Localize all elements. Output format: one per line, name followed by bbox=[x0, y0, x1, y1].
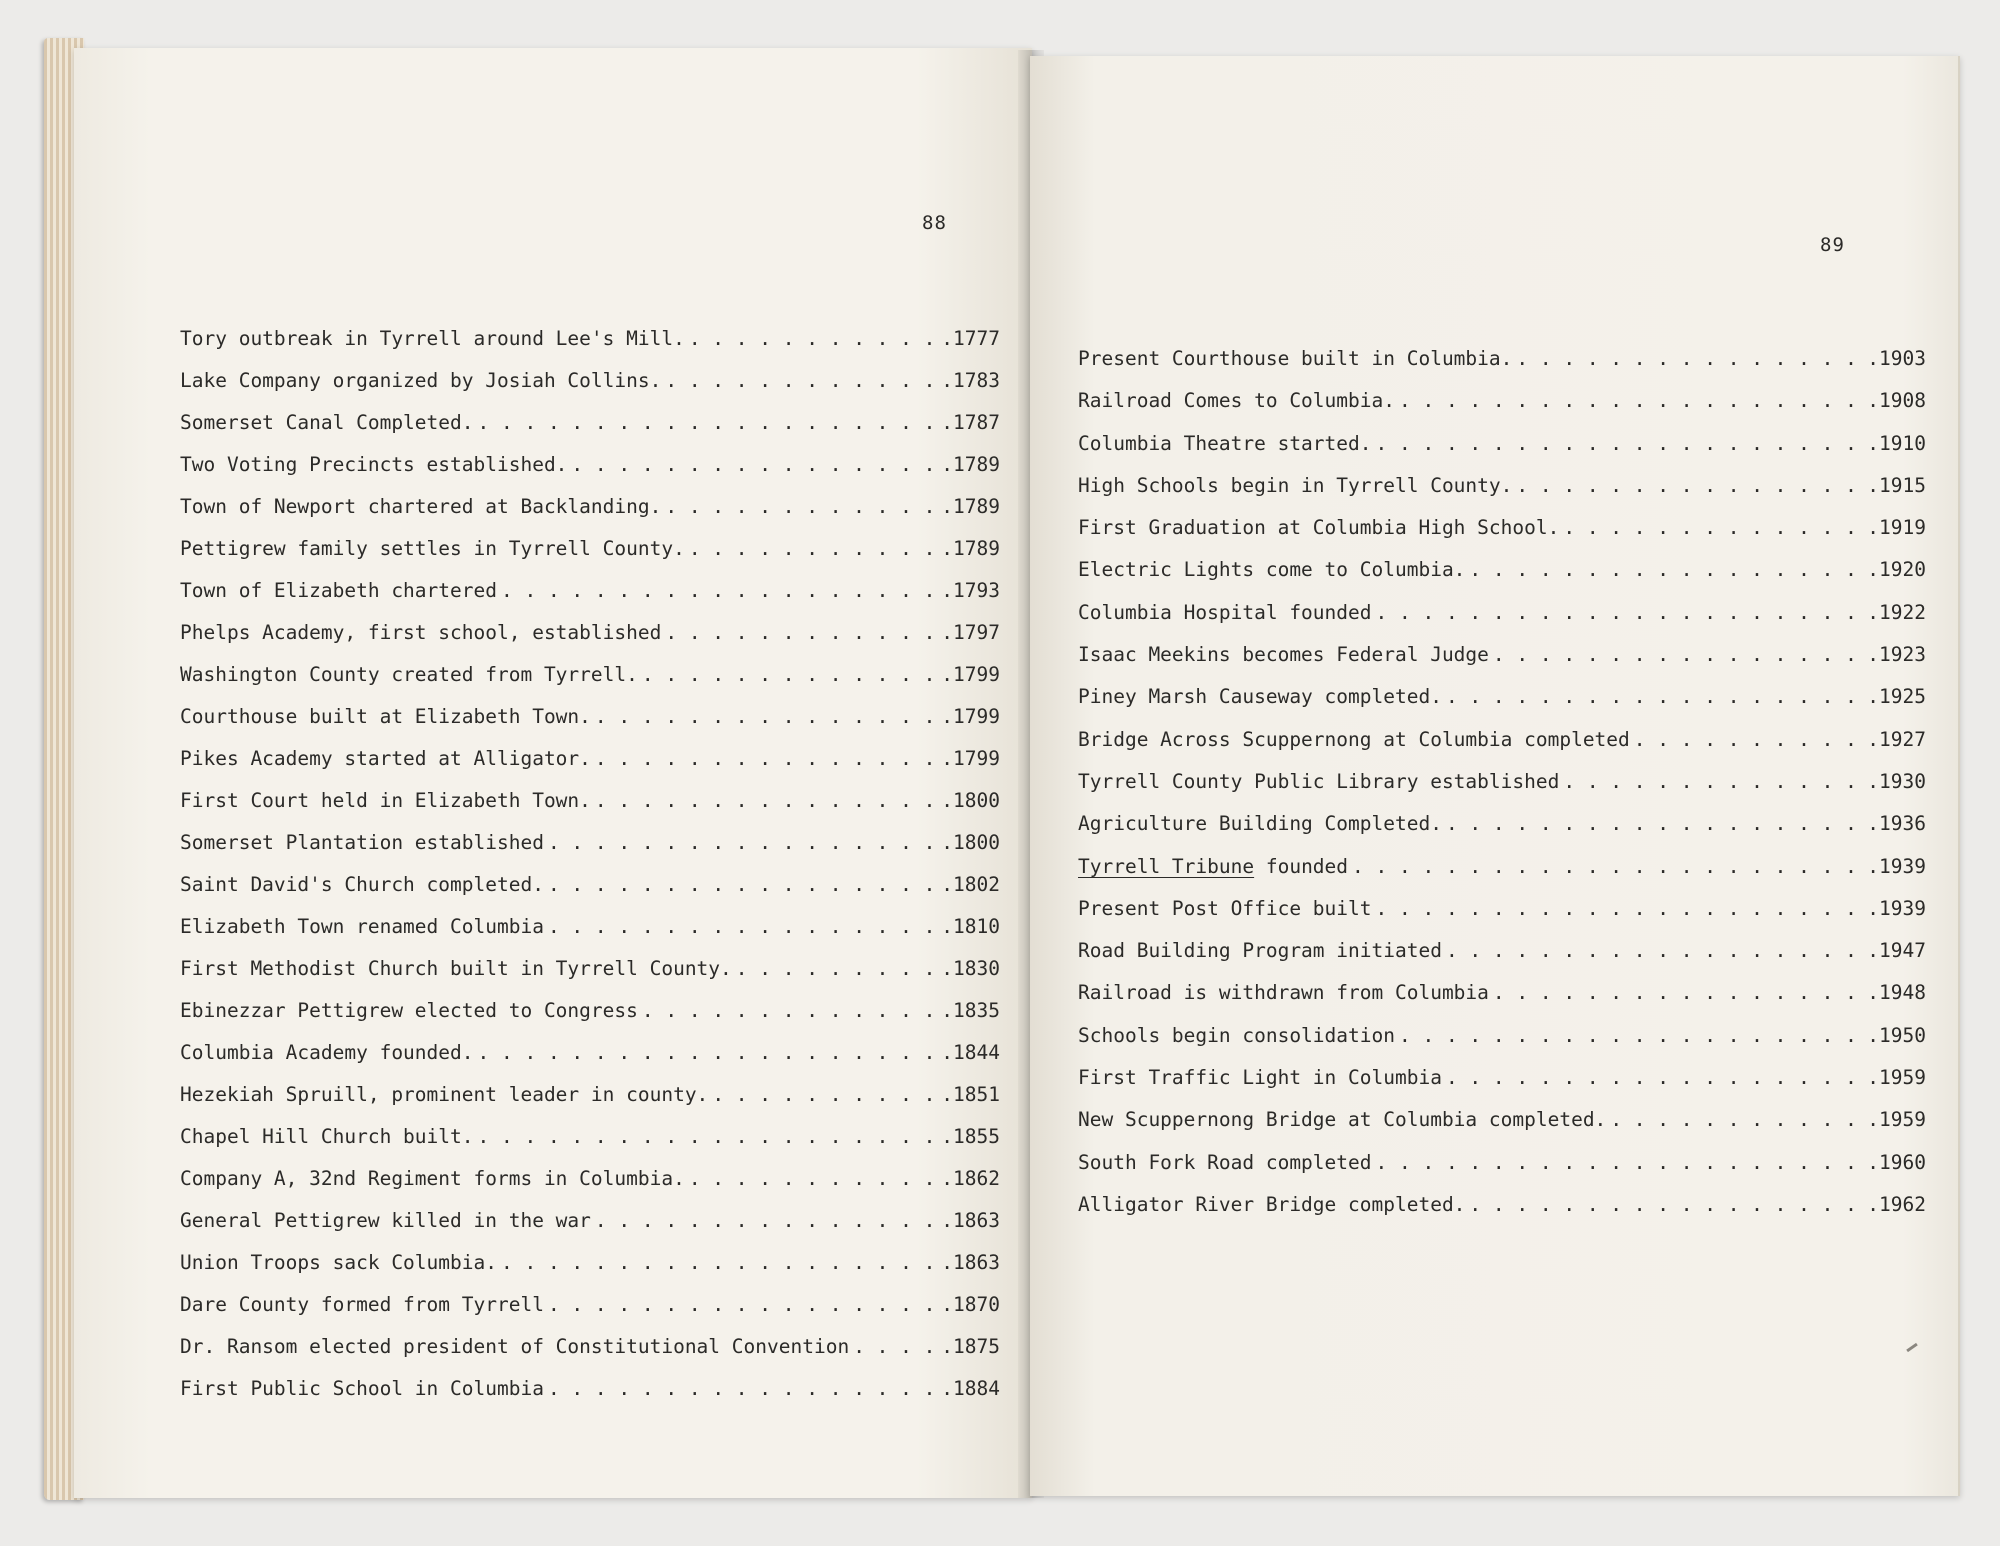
dot-leader bbox=[1446, 930, 1863, 972]
entry-event: Columbia Hospital founded bbox=[1078, 600, 1372, 624]
dot-leader bbox=[1376, 1142, 1864, 1184]
dot-leader bbox=[853, 1326, 937, 1368]
dot-leader bbox=[595, 780, 937, 822]
timeline-entry bbox=[1078, 761, 1926, 803]
entry-event: Saint David's Church completed. bbox=[180, 873, 544, 896]
timeline-entry bbox=[180, 906, 1000, 948]
dot-leader bbox=[548, 1284, 937, 1326]
entry-event: Tyrrell County Public Library established bbox=[1078, 769, 1560, 793]
entry-event: Courthouse built at Elizabeth Town. bbox=[180, 705, 591, 728]
dot-leader bbox=[1399, 380, 1863, 422]
entry-year: .1830 bbox=[941, 957, 1000, 980]
entry-event: Alligator River Bridge completed. bbox=[1078, 1192, 1466, 1216]
dot-leader bbox=[642, 654, 937, 696]
entry-event: Isaac Meekins becomes Federal Judge bbox=[1078, 643, 1489, 667]
entry-event: First Public School in Columbia bbox=[180, 1377, 544, 1400]
entry-year: .1870 bbox=[941, 1293, 1000, 1316]
entry-year: .1925 bbox=[1867, 685, 1926, 709]
dot-leader bbox=[1469, 549, 1863, 591]
entry-event: Two Voting Precincts established. bbox=[180, 453, 568, 476]
timeline-entry bbox=[180, 528, 1000, 570]
left-page bbox=[74, 48, 1032, 1498]
entry-year: .1777 bbox=[941, 327, 1000, 350]
timeline-entry bbox=[1078, 930, 1926, 972]
dot-leader bbox=[665, 612, 937, 654]
timeline-entry bbox=[1078, 719, 1926, 761]
timeline-entry bbox=[1078, 634, 1926, 676]
entry-year: .1927 bbox=[1867, 727, 1926, 751]
timeline-entry bbox=[180, 444, 1000, 486]
dot-leader bbox=[1516, 338, 1863, 380]
entry-year: .1789 bbox=[941, 453, 1000, 476]
entry-event: Town of Elizabeth chartered bbox=[180, 579, 497, 602]
timeline-entry bbox=[1078, 1015, 1926, 1057]
entry-year: .1903 bbox=[1867, 347, 1926, 370]
entry-year: .1799 bbox=[941, 747, 1000, 770]
timeline-entry bbox=[180, 360, 1000, 402]
entry-year: .1960 bbox=[1867, 1150, 1926, 1174]
dot-leader bbox=[478, 402, 938, 444]
timeline-entry bbox=[1078, 592, 1926, 634]
dot-leader bbox=[1493, 972, 1863, 1014]
entry-event: Present Post Office built bbox=[1078, 896, 1372, 920]
entry-event: Phelps Academy, first school, established bbox=[180, 621, 662, 644]
entry-year: .1800 bbox=[941, 789, 1000, 812]
entry-event: Electric Lights come to Columbia. bbox=[1078, 558, 1466, 582]
timeline-entry bbox=[180, 738, 1000, 780]
dot-leader bbox=[689, 1158, 937, 1200]
dot-leader bbox=[501, 1242, 937, 1284]
entry-year: .1910 bbox=[1867, 431, 1926, 455]
entry-year: .1875 bbox=[941, 1335, 1000, 1358]
entry-year: .1923 bbox=[1867, 643, 1926, 667]
dot-leader bbox=[1399, 1015, 1863, 1057]
entry-event: Piney Marsh Causeway completed. bbox=[1078, 685, 1442, 709]
entry-event: Washington County created from Tyrrell. bbox=[180, 663, 638, 686]
entry-year: .1783 bbox=[941, 369, 1000, 392]
timeline-entry bbox=[180, 696, 1000, 738]
entry-year: .1851 bbox=[941, 1083, 1000, 1106]
timeline-entry bbox=[180, 1074, 1000, 1116]
entry-year: .1863 bbox=[941, 1251, 1000, 1274]
entry-year: .1799 bbox=[941, 663, 1000, 686]
dot-leader bbox=[571, 444, 937, 486]
timeline-list bbox=[180, 318, 1000, 1410]
dot-leader bbox=[1446, 1057, 1863, 1099]
dot-leader bbox=[1352, 846, 1863, 888]
entry-event: Schools begin consolidation bbox=[1078, 1023, 1395, 1047]
timeline-entry bbox=[180, 318, 1000, 360]
entry-year: .1939 bbox=[1867, 854, 1926, 878]
dot-leader bbox=[548, 864, 937, 906]
entry-year: .1855 bbox=[941, 1125, 1000, 1148]
entry-year: .1930 bbox=[1867, 769, 1926, 793]
entry-year: .1939 bbox=[1867, 896, 1926, 920]
timeline-entry bbox=[1078, 1057, 1926, 1099]
dot-leader bbox=[1516, 465, 1863, 507]
entry-event-title: Tyrrell Tribune bbox=[1078, 854, 1255, 878]
entry-year: .1863 bbox=[941, 1209, 1000, 1232]
entry-year: .1915 bbox=[1867, 473, 1926, 497]
entry-event: Railroad is withdrawn from Columbia bbox=[1078, 981, 1489, 1005]
entry-event: Lake Company organized by Josiah Collins. bbox=[180, 369, 662, 392]
timeline-entry bbox=[180, 1284, 1000, 1326]
timeline-entry bbox=[180, 990, 1000, 1032]
entry-event: Pikes Academy started at Alligator. bbox=[180, 747, 591, 770]
entry-year: .1922 bbox=[1867, 600, 1926, 624]
entry-year: .1936 bbox=[1867, 812, 1926, 836]
right-page bbox=[1030, 56, 1960, 1496]
timeline-entry bbox=[180, 612, 1000, 654]
entry-event: South Fork Road completed bbox=[1078, 1150, 1372, 1174]
dot-leader bbox=[712, 1074, 937, 1116]
entry-event: First Court held in Elizabeth Town. bbox=[180, 789, 591, 812]
timeline-entry bbox=[1078, 1142, 1926, 1184]
timeline-entry bbox=[180, 402, 1000, 444]
timeline-entry bbox=[180, 822, 1000, 864]
entry-event: Present Courthouse built in Columbia. bbox=[1078, 347, 1513, 370]
entry-event: Hezekiah Spruill, prominent leader in county. bbox=[180, 1083, 709, 1106]
entry-event bbox=[1078, 846, 1348, 888]
dot-leader bbox=[595, 696, 937, 738]
timeline-entry bbox=[1078, 507, 1926, 549]
entry-year: .1959 bbox=[1867, 1108, 1926, 1132]
timeline-entry bbox=[1078, 846, 1926, 888]
entry-event: Tory outbreak in Tyrrell around Lee's Mill. bbox=[180, 327, 685, 350]
timeline-entry bbox=[1078, 972, 1926, 1014]
dot-leader bbox=[478, 1032, 938, 1074]
entry-event: Elizabeth Town renamed Columbia bbox=[180, 915, 544, 938]
entry-year: .1947 bbox=[1867, 939, 1926, 963]
timeline-entry bbox=[180, 1032, 1000, 1074]
entry-event: Company A, 32nd Regiment forms in Columbia. bbox=[180, 1167, 685, 1190]
entry-event: Union Troops sack Columbia. bbox=[180, 1251, 497, 1274]
dot-leader bbox=[1610, 1099, 1863, 1141]
dot-leader bbox=[548, 1368, 937, 1410]
dot-leader bbox=[1446, 803, 1863, 845]
entry-event: Columbia Academy founded. bbox=[180, 1041, 474, 1064]
entry-year: .1793 bbox=[941, 579, 1000, 602]
entry-year: .1835 bbox=[941, 999, 1000, 1022]
entry-event: Town of Newport chartered at Backlanding. bbox=[180, 495, 662, 518]
entry-event: Bridge Across Scuppernong at Columbia completed bbox=[1078, 727, 1630, 751]
timeline-entry bbox=[1078, 549, 1926, 591]
entry-year: .1962 bbox=[1867, 1192, 1926, 1216]
dot-leader bbox=[689, 528, 937, 570]
dot-leader bbox=[1376, 592, 1864, 634]
dot-leader bbox=[1563, 507, 1863, 549]
timeline-entry bbox=[180, 570, 1000, 612]
dot-leader bbox=[501, 570, 937, 612]
timeline-entry bbox=[180, 1116, 1000, 1158]
entry-year: .1844 bbox=[941, 1041, 1000, 1064]
page-number: 88 bbox=[922, 212, 947, 234]
timeline-entry bbox=[180, 1200, 1000, 1242]
timeline-entry bbox=[180, 1326, 1000, 1368]
entry-event: Road Building Program initiated bbox=[1078, 939, 1442, 963]
timeline-entry bbox=[180, 1242, 1000, 1284]
dot-leader bbox=[736, 948, 938, 990]
entry-year: .1908 bbox=[1867, 389, 1926, 413]
entry-event: First Traffic Light in Columbia bbox=[1078, 1066, 1442, 1090]
dot-leader bbox=[595, 1200, 937, 1242]
entry-event: Pettigrew family settles in Tyrrell County. bbox=[180, 537, 685, 560]
dot-leader bbox=[1469, 1184, 1863, 1226]
timeline-entry bbox=[180, 1158, 1000, 1200]
entry-event: First Graduation at Columbia High School. bbox=[1078, 516, 1560, 540]
entry-year: .1797 bbox=[941, 621, 1000, 644]
entry-event: High Schools begin in Tyrrell County. bbox=[1078, 473, 1513, 497]
dot-leader bbox=[1446, 676, 1863, 718]
dot-leader bbox=[548, 822, 937, 864]
timeline-entry bbox=[1078, 338, 1926, 380]
entry-event: Dare County formed from Tyrrell bbox=[180, 1293, 544, 1316]
page-number: 89 bbox=[1820, 234, 1845, 256]
timeline-entry bbox=[1078, 888, 1926, 930]
timeline-list bbox=[1078, 338, 1926, 1226]
entry-year: .1948 bbox=[1867, 981, 1926, 1005]
dot-leader bbox=[689, 318, 937, 360]
dot-leader bbox=[665, 360, 937, 402]
timeline-entry bbox=[180, 948, 1000, 990]
dot-leader bbox=[1493, 634, 1863, 676]
entry-event: Ebinezzar Pettigrew elected to Congress bbox=[180, 999, 638, 1022]
timeline-entry bbox=[180, 1368, 1000, 1410]
dot-leader bbox=[1563, 761, 1863, 803]
entry-year: .1789 bbox=[941, 495, 1000, 518]
entry-event: New Scuppernong Bridge at Columbia completed. bbox=[1078, 1108, 1607, 1132]
entry-event: Dr. Ransom elected president of Constitutional Convention bbox=[180, 1335, 850, 1358]
entry-year: .1920 bbox=[1867, 558, 1926, 582]
entry-year: .1787 bbox=[941, 411, 1000, 434]
entry-year: .1789 bbox=[941, 537, 1000, 560]
entry-event: Agriculture Building Completed. bbox=[1078, 812, 1442, 836]
entry-year: .1919 bbox=[1867, 516, 1926, 540]
timeline-entry bbox=[180, 654, 1000, 696]
entry-year: .1950 bbox=[1867, 1023, 1926, 1047]
entry-event: Railroad Comes to Columbia. bbox=[1078, 389, 1395, 413]
timeline-entry bbox=[180, 486, 1000, 528]
dot-leader bbox=[595, 738, 937, 780]
entry-year: .1802 bbox=[941, 873, 1000, 896]
entry-year: .1959 bbox=[1867, 1066, 1926, 1090]
entry-event: First Methodist Church built in Tyrrell County. bbox=[180, 957, 732, 980]
dot-leader bbox=[1376, 888, 1864, 930]
timeline-entry bbox=[1078, 380, 1926, 422]
entry-year: .1884 bbox=[941, 1377, 1000, 1400]
entry-event: Columbia Theatre started. bbox=[1078, 431, 1372, 455]
dot-leader bbox=[1634, 719, 1864, 761]
dot-leader bbox=[548, 906, 937, 948]
timeline-entry bbox=[1078, 1099, 1926, 1141]
entry-year: .1810 bbox=[941, 915, 1000, 938]
entry-year: .1799 bbox=[941, 705, 1000, 728]
timeline-entry bbox=[180, 780, 1000, 822]
timeline-entry bbox=[1078, 803, 1926, 845]
timeline-entry bbox=[180, 864, 1000, 906]
entry-event-rest: founded bbox=[1254, 854, 1349, 878]
entry-year: .1800 bbox=[941, 831, 1000, 854]
entry-event: Chapel Hill Church built. bbox=[180, 1125, 474, 1148]
timeline-entry bbox=[1078, 423, 1926, 465]
dot-leader bbox=[665, 486, 937, 528]
timeline-entry bbox=[1078, 676, 1926, 718]
entry-year: .1862 bbox=[941, 1167, 1000, 1190]
timeline-entry bbox=[1078, 1184, 1926, 1226]
entry-event: Somerset Plantation established bbox=[180, 831, 544, 854]
timeline-entry bbox=[1078, 465, 1926, 507]
entry-event: Somerset Canal Completed. bbox=[180, 411, 474, 434]
dot-leader bbox=[1376, 423, 1864, 465]
entry-event: General Pettigrew killed in the war bbox=[180, 1209, 591, 1232]
dot-leader bbox=[478, 1116, 938, 1158]
dot-leader bbox=[642, 990, 937, 1032]
